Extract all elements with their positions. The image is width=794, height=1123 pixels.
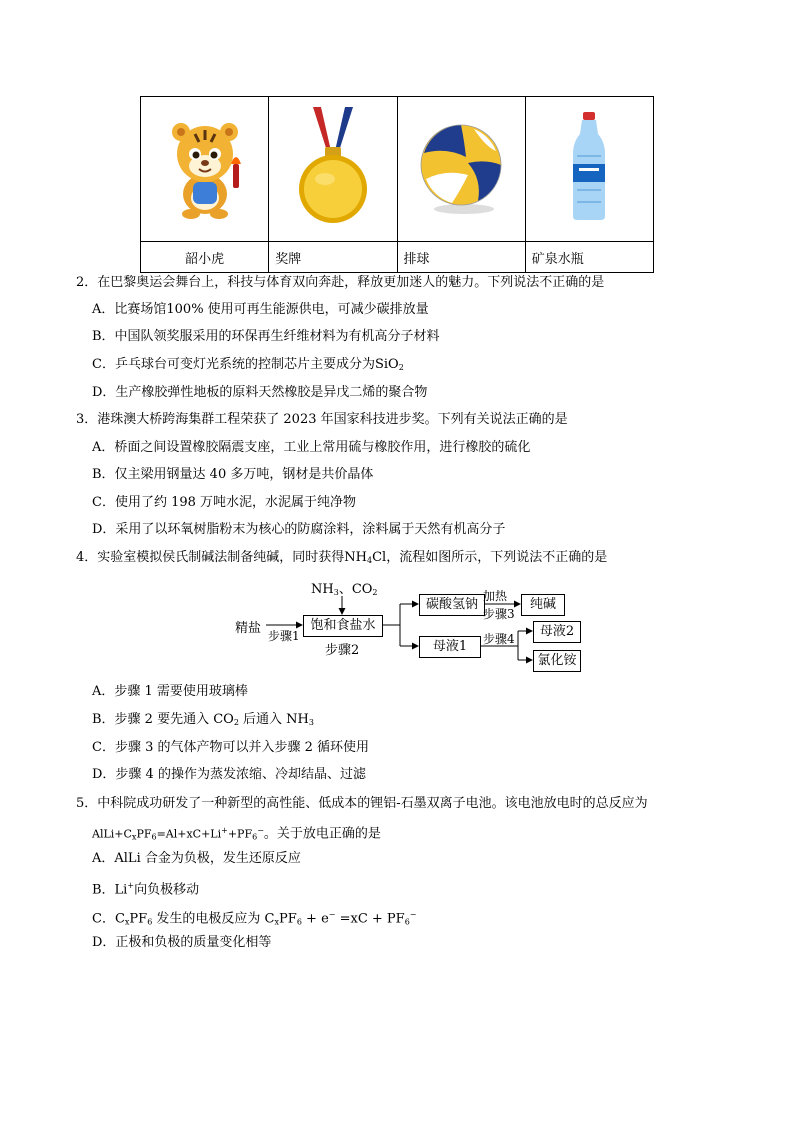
q4-option-b-text: B．步骤 2 要先通入 CO: [92, 712, 234, 727]
q5-option-c-text: C．C: [92, 911, 125, 927]
q5-eq-sub-6b: 6: [252, 832, 258, 842]
q3-option-c: C．使用了约 198 万吨水泥，水泥属于纯净物: [92, 495, 357, 510]
q5-eq-sub-6: 6: [151, 832, 157, 842]
q5-option-c-sub-x: x: [124, 917, 130, 927]
item-name-mascot: 韶小虎: [141, 242, 269, 273]
q4-option-c: C．步骤 3 的气体产物可以并入步骤 2 循环使用: [92, 740, 370, 755]
q3-stem: 3．港珠澳大桥跨海集群工程荣获了 2023 年国家科技进步奖。下列有关说法正确的是: [76, 412, 568, 427]
q4-option-b-sub: 2: [233, 718, 239, 727]
q5-eq-sup-minus: −: [257, 826, 264, 835]
item-name-bottle: 矿泉水瓶: [525, 242, 653, 273]
q2-option-c-sub: 2: [398, 363, 404, 372]
q5-eq-part-a: AlLi+C: [92, 827, 132, 841]
q5-eq-part-b: PF: [136, 827, 152, 841]
flow-gas-co: 、CO: [338, 582, 373, 597]
q5-option-c-product: =xC + PF: [335, 911, 405, 927]
q4-option-b: [92, 711, 314, 732]
q2-option-b: B．中国队领奖服采用的环保再生纤维材料为有机高分子材料: [92, 329, 440, 344]
q4-stem-formula2: Cl: [372, 550, 387, 565]
flow-step4-label: 步骤4: [483, 632, 515, 646]
q5-stem: 5．中科院成功研发了一种新型的高性能、低成本的锂铝-石墨双离子电池。该电池放电时的总反应为: [76, 796, 648, 811]
q5-option-c-pf2: PF: [279, 911, 297, 927]
item-name-volleyball: 排球: [397, 242, 525, 273]
flow-box-mother2: 母液2: [533, 621, 581, 643]
q5-option-c-sub-x2: x: [274, 917, 280, 927]
q5-option-c-sub-63: 6: [404, 917, 410, 927]
q3-option-a: A．桥面之间设置橡胶隔震支座，工业上常用硫与橡胶作用，进行橡胶的硫化: [92, 440, 531, 455]
q2-option-c-text: C．乒乓球台可变灯光系统的控制芯片主要成分为: [92, 357, 375, 372]
flow-box-soda: 纯碱: [521, 594, 565, 616]
q4-option-b-mid: 后通入 NH: [238, 712, 309, 727]
q4-option-d: D．步骤 4 的操作为蒸发浓缩、冷却结晶、过滤: [92, 767, 366, 782]
q4-stem-tail: ，流程如图所示，下列说法不正确的是: [386, 550, 608, 565]
q5-option-c-mid: 发生的电极反应为 C: [152, 911, 275, 927]
q5-eq-sup-plus: +: [221, 826, 228, 835]
q5-option-c-sub-62: 6: [296, 917, 302, 927]
q5-option-b-tail: 向负极移动: [134, 882, 200, 898]
q4-stem-sub: 4: [367, 556, 373, 565]
flow-box-nh4cl: 氯化铵: [533, 650, 581, 672]
q2-option-c-formula: SiO: [374, 357, 399, 372]
q4-option-a: A．步骤 1 需要使用玻璃棒: [92, 684, 248, 699]
q4-option-b-sub2: 3: [308, 718, 314, 727]
flow-gases-label: [311, 578, 378, 597]
q4-stem-formula: NH: [344, 550, 367, 565]
q2-stem: 2．在巴黎奥运会舞台上，科技与体育双向奔赴，释放更加迷人的魅力。下列说法不正确的是: [76, 275, 605, 290]
q2-option-d: D．生产橡胶弹性地板的原料天然橡胶是异戊二烯的聚合物: [92, 385, 428, 400]
q5-eq-sub-x: x: [131, 832, 137, 842]
q5-equation: [92, 822, 381, 847]
flow-step1-label: 步骤1: [268, 629, 300, 643]
q5-option-c: [92, 906, 417, 931]
flow-box-brine: 饱和食盐水: [303, 615, 383, 637]
q3-option-b: B．仅主梁用钢量达 40 多万吨，钢材是共价晶体: [92, 467, 374, 482]
q5-eq-tail: 。关于放电正确的是: [263, 826, 381, 842]
q5-option-a: A．AlLi 合金为负极，发生还原反应: [92, 851, 301, 866]
q5-option-c-electron: + e: [301, 911, 329, 927]
q5-option-b: [92, 877, 199, 899]
q5-option-c-sup-e: −: [328, 910, 336, 919]
item-name-medal: 奖牌: [269, 242, 397, 273]
flow-gas-sub: 3: [333, 588, 339, 597]
q4-stem-text: 4．实验室模拟侯氏制碱法制备纯碱，同时获得: [76, 550, 345, 565]
q3-option-d: D．采用了以环氧树脂粉末为核心的防腐涂料，涂料属于天然有机高分子: [92, 522, 506, 537]
flow-step2-label: 步骤2: [325, 643, 360, 658]
flow-input-label: 精盐: [235, 621, 262, 636]
q2-option-a: A．比赛场馆100% 使用可再生能源供电，可减少碳排放量: [92, 302, 429, 317]
flow-heat-label: 加热: [483, 589, 508, 603]
q5-eq-part-d: +PF: [227, 827, 253, 841]
flow-gas-nh: NH: [311, 582, 334, 597]
flow-box-nahco3: 碳酸氢钠: [419, 594, 485, 616]
q5-option-b-sup: +: [127, 881, 135, 890]
q5-option-c-sup-m2: −: [409, 910, 417, 919]
flow-box-mother1: 母液1: [419, 636, 481, 658]
q5-option-d: D．正极和负极的质量变化相等: [92, 935, 272, 950]
q5-eq-part-c: =Al+xC+Li: [156, 827, 222, 841]
flow-gas-sub2: 2: [372, 588, 378, 597]
flow-step3-label: 步骤3: [483, 607, 515, 621]
q5-option-c-sub-6: 6: [147, 917, 153, 927]
q5-option-c-pf: PF: [129, 911, 148, 927]
q5-option-b-text: B．Li: [92, 882, 128, 898]
